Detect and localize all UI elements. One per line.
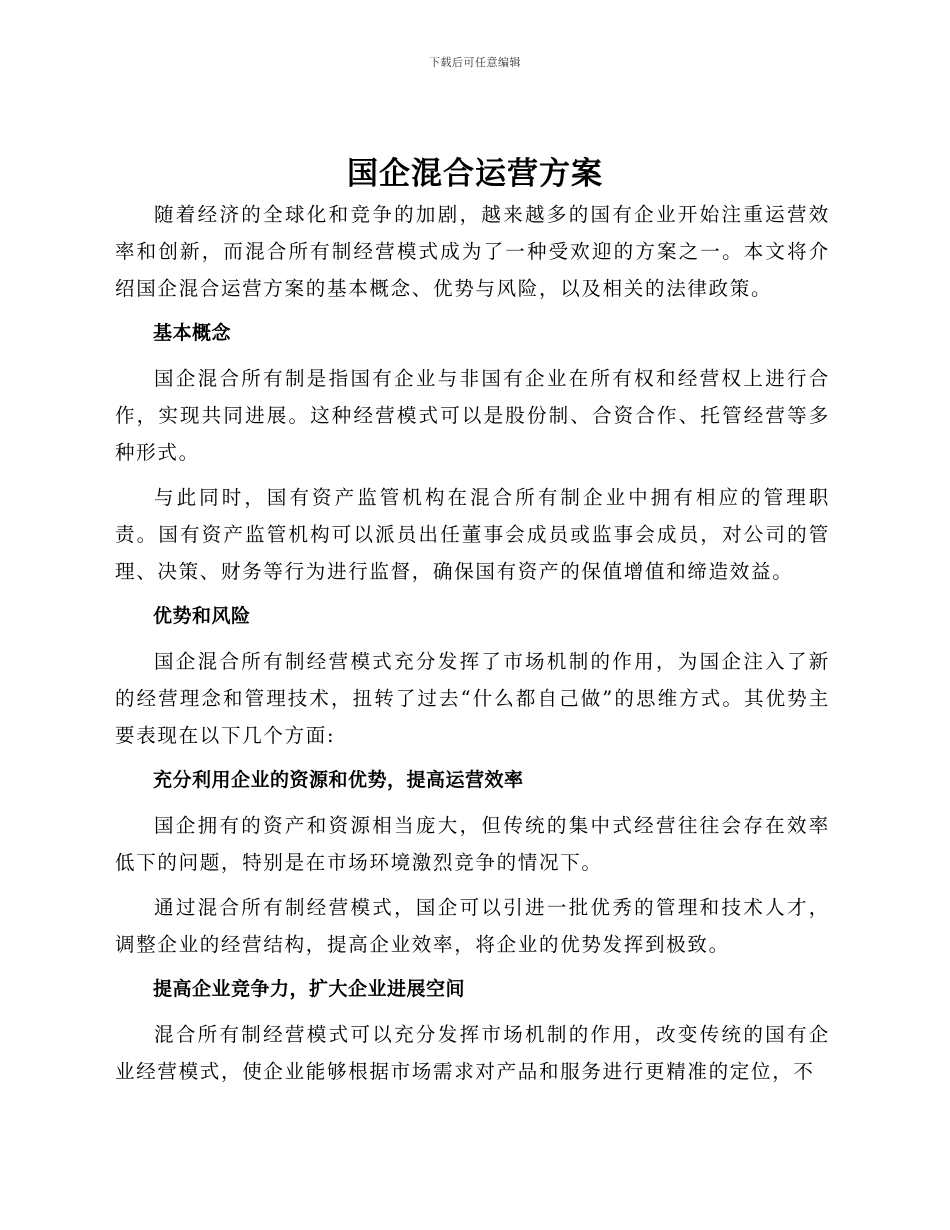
section-heading-basic: 基本概念: [153, 322, 232, 344]
intro-paragraph: 随着经济的全球化和竞争的加剧，越来越多的国有企业开始注重运营效率和创新，而混合所有制经营模式成为了一种受欢迎的方案之一。本文将介绍国企混合运营方案的基本概念、优势与风险，以及相关的法律政策。: [115, 203, 830, 300]
section-heading-efficiency: 充分利用企业的资源和优势，提高运营效率: [153, 769, 524, 791]
paragraph-competitiveness-1: 混合所有制经营模式可以充分发挥市场机制的作用，改变传统的国有企业经营模式，使企业能够根据市场需求对产品和服务进行更精准的定位，不: [115, 1023, 830, 1083]
header-note: 下载后可任意编辑: [429, 56, 521, 69]
document-title: 国企混合运营方案: [347, 156, 603, 192]
paragraph-efficiency-2: 通过混合所有制经营模式，国企可以引进一批优秀的管理和技术人才，调整企业的经营结构，提高企业效率，将企业的优势发挥到极致。: [115, 896, 830, 956]
paragraph-basic-2: 与此同时，国有资产监管机构在混合所有制企业中拥有相应的管理职责。国有资产监管机构可以派员出任董事会成员或监事会成员，对公司的管理、决策、财务等行为进行监督，确保国有资产的保值增值和缔造效益。: [115, 486, 830, 583]
paragraph-efficiency-1: 国企拥有的资产和资源相当庞大，但传统的集中式经营往往会存在效率低下的问题，特别是在市场环境激烈竞争的情况下。: [115, 814, 830, 874]
paragraph-advantages-1: 国企混合所有制经营模式充分发挥了市场机制的作用，为国企注入了新的经营理念和管理技术，扭转了过去“什么都自己做”的思维方式。其优势主要表现在以下几个方面:: [115, 650, 830, 747]
document-body: [115, 196, 830, 1098]
paragraph-basic-1: 国企混合所有制是指国有企业与非国有企业在所有权和经营权上进行合作，实现共同进展。这种经营模式可以是股份制、合资合作、托管经营等多种形式。: [115, 367, 830, 464]
section-heading-competitiveness: 提高企业竞争力，扩大企业进展空间: [153, 978, 466, 1000]
section-heading-advantages: 优势和风险: [153, 605, 251, 627]
